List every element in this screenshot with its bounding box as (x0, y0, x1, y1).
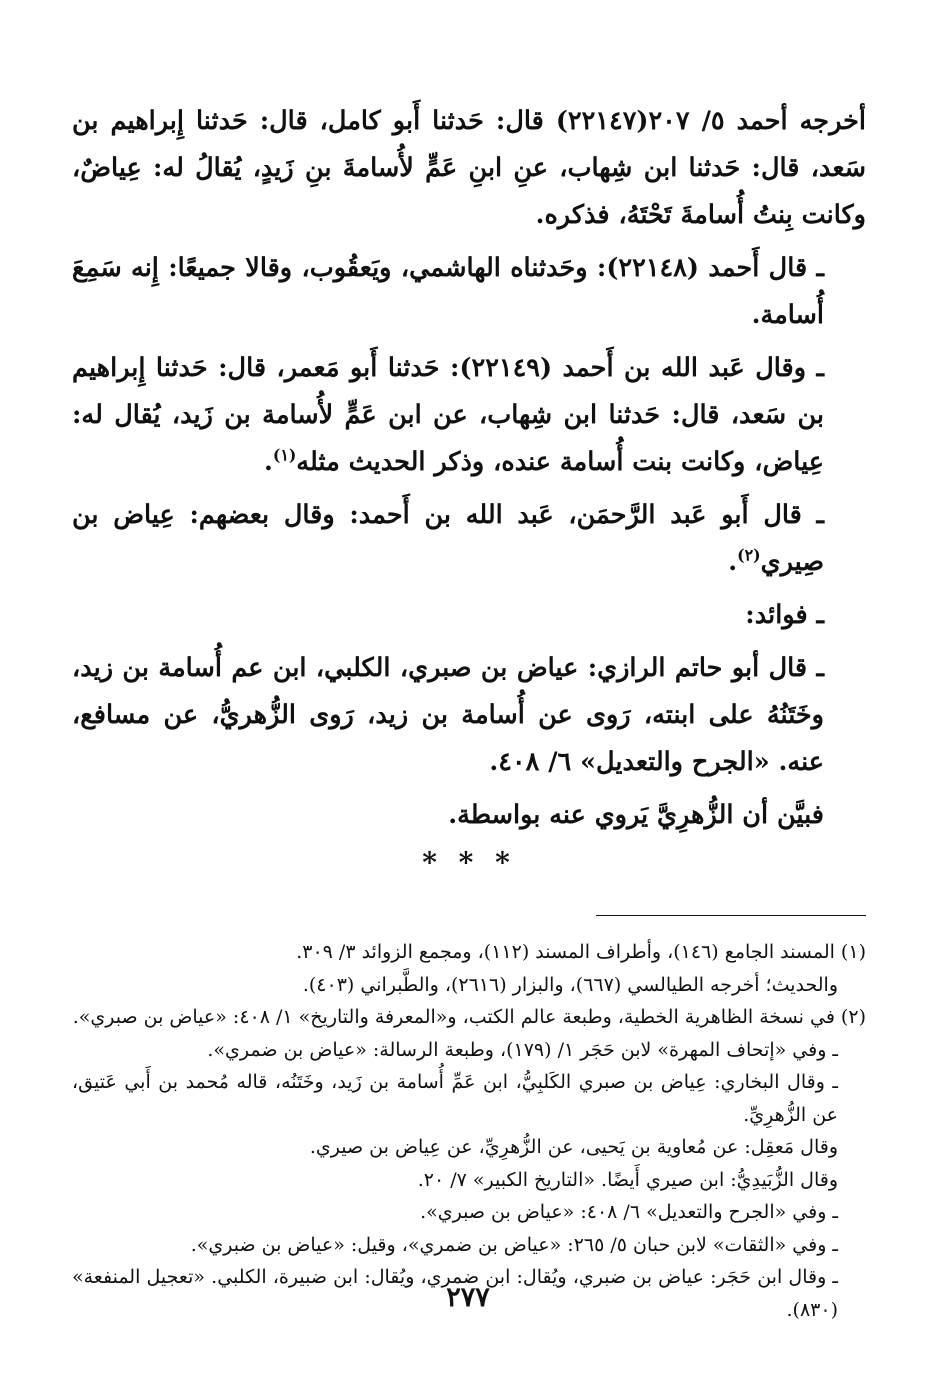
paragraph-hadith-source: أخرجه أحمد ٥/ ٢٠٧(٢٢١٤٧) قال: حَدثنا أَبو كامل، قال: حَدثنا إِبراهيم بن سَعد، قال: حَدثنا ابن شِهاب، عنِ ابنِ عَمٍّ لأُسامةَ بنِ زَيدٍ، يُقالُ له: عِياضٌ، وكانت بِنتُ أُسامةَ تَحْتَهُ، فذكره. (72, 106, 866, 230)
paragraph-abdullah-note (72, 345, 866, 486)
footnote-ref-2: (٢) (737, 545, 761, 565)
footnote-2-line: ـ وفي «الثقات» لابن حبان ٥/ ٢٦٥: «عياض بن ضمري»، وقيل: «عياض بن ضبري». (190, 1233, 838, 1256)
main-text (72, 98, 866, 839)
paragraph-abu-abdurrahman-text: ـ قال أَبو عَبد الرَّحمَن، عَبد الله بن أَحمد: وقال بعضهم: عِياض بن صِيري (72, 500, 824, 577)
footnote-2-line: وقال الزُّبَيدِيُّ: ابن صيري أَيضًا. «التاريخ الكبير» ٧/ ٢٠. (417, 1168, 838, 1191)
paragraph-abu-abdurrahman (72, 492, 866, 586)
paragraph-abdullah-text: ـ وقال عَبد الله بن أَحمد (٢٢١٤٩): حَدثنا أَبو مَعمر، قال: حَدثنا إِبراهيم بن سَعد، قال: حَدثنا ابن شِهاب، عن ابن عَمٍّ لأُسامة بن زَيد، يُقال له: عِياض، وكانت بنت أُسامة عنده، وذكر الحديث مثله (72, 353, 824, 477)
benefits-heading: ـ فوائد: (745, 600, 824, 630)
paragraph-ahmad-note: ـ قال أَحمد (٢٢١٤٨): وحَدثناه الهاشمي، ويَعقُوب، وقالا جميعًا: إِنه سَمِعَ أُسامة. (72, 253, 824, 330)
paragraph-conclusion: فبيَّن أن الزُّهرِيَّ يَروي عنه بواسطة. (448, 800, 824, 830)
footnote-2: (٢) في نسخة الظاهرية الخطية، وطبعة عالم الكتب، و«المعرفة والتاريخ» ١/ ٤٠٨: «عياض بن صبري». (72, 1006, 866, 1028)
footnote-2-line: ـ وفي «إتحاف المهرة» لابن حَجَر ١/ (١٧٩)، وطبعة الرسالة: «عياض بن ضمري». (207, 1038, 838, 1061)
footnote-1-continuation: والحديث؛ أخرجه الطيالسي (٦٦٧)، والبزار (٢٦١٦)، والطَّبراني (٤٠٣). (302, 973, 838, 996)
paragraph-abu-hatim: ـ قال أبو حاتم الرازي: عياض بن صبري، الكلبي، ابن عم أُسامة بن زيد، وخَتَنُهُ على ابنته، رَوى عن أُسامة بن زيد، رَوى الزُّهريُّ، عن مسافع، عنه. «الجرح والتعديل» ٦/ ٤٠٨. (72, 653, 824, 777)
page-number: ٢٧٧ (446, 1282, 490, 1313)
footnote-2-line: وقال مَعقِل: عن مُعاوية بن يَحيى، عن الزُّهرِيِّ، عن عِياض بن صيري. (309, 1136, 838, 1158)
footnotes (72, 936, 866, 1326)
footnote-2-line: ـ وقال البخاري: عِياض بن صبري الكَلبِيُّ، ابن عَمِّ أُسامة بن زَيد، وخَتَنُه، قاله مُحمد بن أَبي عَتيق، عن الزُّهرِيِّ. (72, 1071, 838, 1126)
footnote-divider (596, 915, 866, 916)
footnote-2-line: ـ وفي «الجرح والتعديل» ٦/ ٤٠٨: «عياض بن صبري». (420, 1201, 838, 1223)
footnote-1: (١) المسند الجامع (١٤٦)، وأطراف المسند (١١٢)، ومجمع الزوائد ٣/ ٣٠٩. (296, 941, 866, 963)
end-dot: . (728, 547, 738, 577)
footnote-2-line: ـ وقال ابن حَجَر: عياض بن ضبري، ويُقال: ابن ضمري، ويُقال: ابن ضبيرة، الكلبي. «تعجيل المنفعة» (٨٣٠). (72, 1266, 838, 1321)
footnote-ref-1: (١) (272, 445, 297, 465)
section-separator: * * * (422, 846, 516, 879)
end-dot: . (263, 447, 273, 477)
